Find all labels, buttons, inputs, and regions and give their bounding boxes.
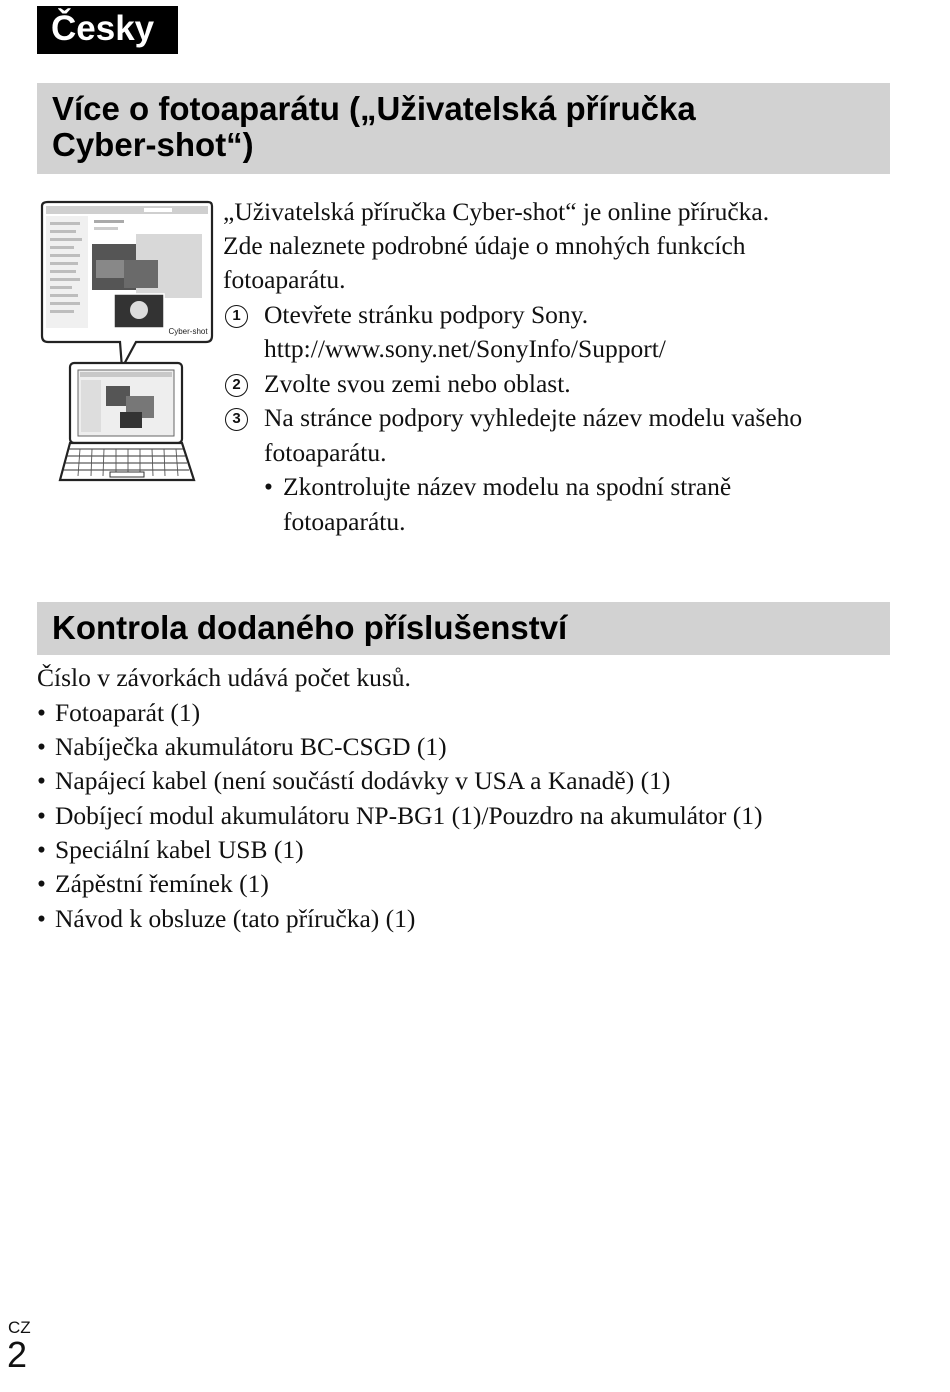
bullet-marker: •: [264, 472, 273, 501]
step-text: fotoaparátu.: [264, 438, 387, 467]
cyber-shot-logo: Cyber-shot: [168, 327, 208, 336]
intro-line: Zde naleznete podrobné údaje o mnohých funkcích: [223, 231, 746, 260]
support-url-link[interactable]: http://www.sony.net/SonyInfo/Support/: [264, 334, 666, 363]
sub-bullet-text: Zkontrolujte název modelu na spodní straně: [283, 472, 732, 501]
laptop-manual-illustration: [40, 200, 216, 490]
section-heading-line-1: Více o fotoaparátu („Uživatelská příručka: [52, 90, 696, 127]
step-text: Otevřete stránku podpory Sony.: [264, 300, 589, 329]
bullet-marker: •: [37, 732, 46, 761]
bullet-marker: •: [37, 766, 46, 795]
step-text: Na stránce podpory vyhledejte název modelu vašeho: [264, 403, 803, 432]
accessory-item: Zápěstní řemínek (1): [55, 869, 269, 898]
accessory-item: Nabíječka akumulátoru BC-CSGD (1): [55, 732, 447, 761]
section-heading-more-about-camera: [37, 83, 890, 174]
bullet-marker: •: [37, 869, 46, 898]
sub-bullet-text: fotoaparátu.: [283, 507, 406, 536]
accessories-intro: Číslo v závorkách udává počet kusů.: [37, 663, 411, 692]
accessory-item: Fotoaparát (1): [55, 698, 201, 727]
step-number-badge: 3: [225, 408, 248, 431]
accessory-item: Speciální kabel USB (1): [55, 835, 304, 864]
bullet-marker: •: [37, 835, 46, 864]
bullet-marker: •: [37, 801, 46, 830]
step-number-badge: 1: [225, 305, 248, 328]
page-number: 2: [7, 1334, 28, 1375]
accessory-item: Dobíjecí modul akumulátoru NP-BG1 (1)/Pouzdro na akumulátor (1): [55, 801, 763, 830]
bullet-marker: •: [37, 904, 46, 933]
step-number-badge: 2: [225, 374, 248, 397]
bullet-marker: •: [37, 698, 46, 727]
intro-line: fotoaparátu.: [223, 265, 346, 294]
step-text: Zvolte svou zemi nebo oblast.: [264, 369, 571, 398]
section-heading-accessories: Kontrola dodaného příslušenství: [37, 602, 890, 655]
section-heading-line-2: Cyber-shot“): [52, 126, 254, 163]
accessory-item: Napájecí kabel (není součástí dodávky v USA a Kanadě) (1): [55, 766, 671, 795]
page-language-code: CZ: [8, 1318, 31, 1337]
intro-line: „Uživatelská příručka Cyber-shot“ je online příručka.: [223, 197, 770, 226]
language-tab: Česky: [37, 6, 178, 54]
accessory-item: Návod k obsluze (tato příručka) (1): [55, 904, 416, 933]
